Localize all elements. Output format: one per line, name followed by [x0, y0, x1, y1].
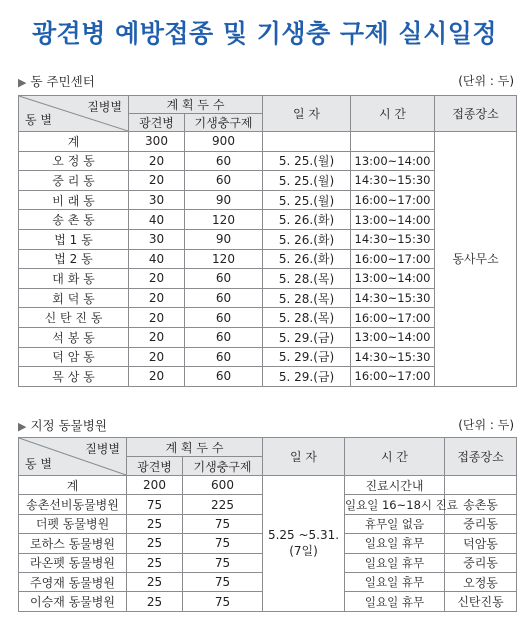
date: 5. 26.(화) — [263, 210, 351, 230]
rabies-count: 25 — [127, 553, 183, 572]
date-range: 5.25 ~5.31. — [267, 527, 340, 542]
diagonal-header-cell — [19, 96, 129, 132]
district-name: 회 덕 동 — [19, 288, 129, 308]
rabies-count: 20 — [129, 151, 185, 171]
parasite-count: 120 — [185, 210, 263, 230]
header-plan: 계 획 두 수 — [127, 438, 263, 457]
place: 송촌동 — [445, 495, 517, 514]
header-rabies: 광견병 — [129, 114, 185, 132]
date: 5. 25.(월) — [263, 171, 351, 191]
rabies-count: 20 — [129, 269, 185, 289]
animal-hospital-schedule-table — [18, 437, 517, 612]
section2-title: 지정 동물병원 — [30, 418, 107, 433]
total-rabies: 300 — [129, 132, 185, 152]
time: 휴무일 없음 — [345, 514, 445, 533]
date: 5. 26.(화) — [263, 229, 351, 249]
district-name: 대 화 동 — [19, 269, 129, 289]
time: 16:00~17:00 — [351, 367, 435, 387]
total-row — [19, 476, 517, 495]
hospital-name: 송촌선비동물병원 — [19, 495, 127, 514]
date: 5. 25.(월) — [263, 190, 351, 210]
parasite-count: 60 — [185, 269, 263, 289]
rabies-count: 20 — [129, 171, 185, 191]
header-place: 접종장소 — [435, 96, 517, 132]
rabies-count: 20 — [129, 308, 185, 328]
parasite-count: 75 — [183, 514, 263, 533]
time: 13:00~14:00 — [351, 327, 435, 347]
time: 14:30~15:30 — [351, 229, 435, 249]
triangle-bullet-icon: ▶ — [18, 76, 27, 89]
district-name: 송 촌 동 — [19, 210, 129, 230]
rabies-count: 20 — [129, 288, 185, 308]
date: 5. 26.(화) — [263, 249, 351, 269]
total-time — [351, 132, 435, 152]
header-disease: 질병별 — [87, 100, 122, 114]
rabies-count: 75 — [127, 495, 183, 514]
section2-header — [18, 416, 518, 436]
time: 16:00~17:00 — [351, 308, 435, 328]
place: 중리동 — [445, 553, 517, 572]
district-name: 석 봉 동 — [19, 327, 129, 347]
header-plan: 계 획 두 수 — [129, 96, 263, 114]
date: 5. 29.(금) — [263, 347, 351, 367]
time: 13:00~14:00 — [351, 210, 435, 230]
hospital-name: 더펫 동물병원 — [19, 514, 127, 533]
parasite-count: 225 — [183, 495, 263, 514]
parasite-count: 60 — [185, 151, 263, 171]
time: 일요일 16~18시 진료 — [345, 495, 445, 514]
rabies-count: 20 — [129, 367, 185, 387]
parasite-count: 75 — [183, 592, 263, 611]
total-place — [445, 476, 517, 495]
rabies-count: 25 — [127, 534, 183, 553]
parasite-count: 60 — [185, 171, 263, 191]
total-parasite: 900 — [185, 132, 263, 152]
parasite-count: 90 — [185, 190, 263, 210]
district-name: 오 정 동 — [19, 151, 129, 171]
date: 5. 28.(목) — [263, 308, 351, 328]
rabies-count: 30 — [129, 229, 185, 249]
header-parasite: 기생충구제 — [183, 457, 263, 476]
place-cell: 동사무소 — [435, 132, 517, 387]
district-name: 목 상 동 — [19, 367, 129, 387]
time: 16:00~17:00 — [351, 190, 435, 210]
rabies-count: 25 — [127, 514, 183, 533]
total-parasite: 600 — [183, 476, 263, 495]
total-date — [263, 132, 351, 152]
header-time: 시 간 — [345, 438, 445, 476]
parasite-count: 90 — [185, 229, 263, 249]
parasite-count: 75 — [183, 572, 263, 591]
rabies-count: 20 — [129, 327, 185, 347]
time: 14:30~15:30 — [351, 171, 435, 191]
header-district: 동 별 — [25, 457, 52, 471]
header-time: 시 간 — [351, 96, 435, 132]
hospital-name: 로하스 동물병원 — [19, 534, 127, 553]
place: 덕암동 — [445, 534, 517, 553]
rabies-count: 25 — [127, 592, 183, 611]
total-row — [19, 132, 517, 152]
district-name: 비 래 동 — [19, 190, 129, 210]
header-rabies: 광견병 — [127, 457, 183, 476]
time: 일요일 휴무 — [345, 592, 445, 611]
time: 일요일 휴무 — [345, 572, 445, 591]
rabies-count: 40 — [129, 210, 185, 230]
header-district: 동 별 — [25, 113, 52, 127]
section1-header — [18, 72, 518, 92]
time: 일요일 휴무 — [345, 534, 445, 553]
time: 13:00~14:00 — [351, 151, 435, 171]
rabies-count: 20 — [129, 347, 185, 367]
triangle-bullet-icon: ▶ — [18, 420, 27, 433]
parasite-count: 60 — [185, 308, 263, 328]
hospital-name: 라온펫 동물병원 — [19, 553, 127, 572]
parasite-count: 75 — [183, 534, 263, 553]
section2-unit: (단위 : 두) — [458, 418, 514, 432]
section1-title: 동 주민센터 — [30, 74, 95, 89]
date-cell — [263, 476, 345, 612]
parasite-count: 120 — [185, 249, 263, 269]
district-name: 중 리 동 — [19, 171, 129, 191]
diagonal-header-cell — [19, 438, 127, 476]
time: 16:00~17:00 — [351, 249, 435, 269]
total-label: 계 — [19, 132, 129, 152]
hospital-name: 이승재 동물병원 — [19, 592, 127, 611]
community-center-schedule-table — [18, 95, 517, 387]
parasite-count: 60 — [185, 288, 263, 308]
date: 5. 29.(금) — [263, 327, 351, 347]
total-label: 계 — [19, 476, 127, 495]
parasite-count: 60 — [185, 367, 263, 387]
time: 13:00~14:00 — [351, 269, 435, 289]
date: 5. 28.(목) — [263, 269, 351, 289]
page-title: 광견병 예방접종 및 기생충 구제 실시일정 — [31, 19, 498, 48]
header-disease: 질병별 — [85, 442, 120, 456]
total-time: 진료시간내 — [345, 476, 445, 495]
district-name: 덕 암 동 — [19, 347, 129, 367]
date: 5. 29.(금) — [263, 367, 351, 387]
place: 오정동 — [445, 572, 517, 591]
section1-unit: (단위 : 두) — [458, 74, 514, 88]
header-date: 일 자 — [263, 96, 351, 132]
date: 5. 28.(목) — [263, 288, 351, 308]
rabies-count: 25 — [127, 572, 183, 591]
district-name: 법 1 동 — [19, 229, 129, 249]
parasite-count: 75 — [183, 553, 263, 572]
district-name: 법 2 동 — [19, 249, 129, 269]
hospital-name: 주영재 동물병원 — [19, 572, 127, 591]
place: 중리동 — [445, 514, 517, 533]
parasite-count: 60 — [185, 347, 263, 367]
place: 신탄진동 — [445, 592, 517, 611]
header-date: 일 자 — [263, 438, 345, 476]
total-rabies: 200 — [127, 476, 183, 495]
rabies-count: 40 — [129, 249, 185, 269]
rabies-count: 30 — [129, 190, 185, 210]
date-days: (7일) — [289, 543, 318, 558]
time: 일요일 휴무 — [345, 553, 445, 572]
time: 14:30~15:30 — [351, 288, 435, 308]
time: 14:30~15:30 — [351, 347, 435, 367]
header-place: 접종장소 — [445, 438, 517, 476]
header-parasite: 기생충구제 — [185, 114, 263, 132]
parasite-count: 60 — [185, 327, 263, 347]
district-name: 신 탄 진 동 — [19, 308, 129, 328]
date: 5. 25.(월) — [263, 151, 351, 171]
